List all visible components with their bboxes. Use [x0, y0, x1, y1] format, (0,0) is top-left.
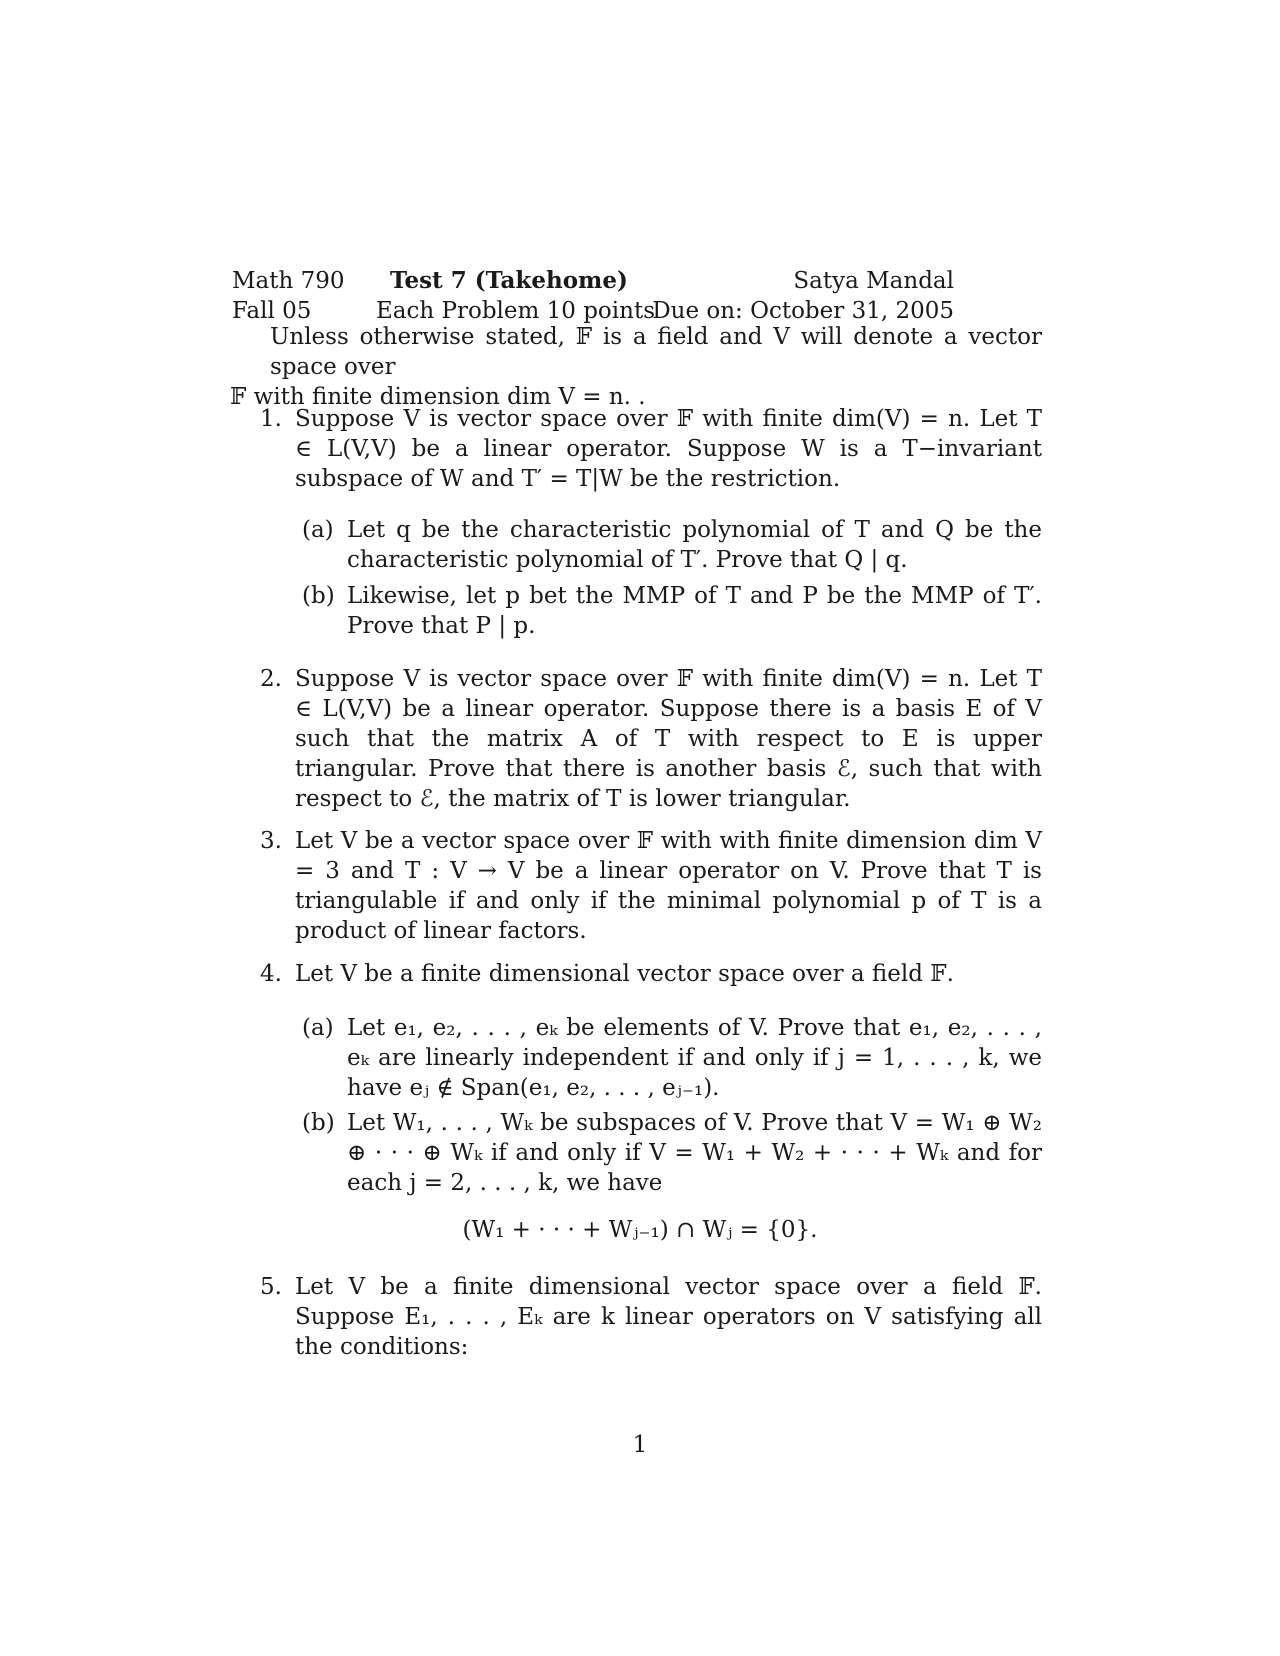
problem-3	[260, 826, 1042, 946]
problem-number: 4.	[260, 961, 282, 987]
part-text: Let q be the characteristic polynomial of T and Q be the characteristic polynomial of T′. Prove that Q | q.	[347, 517, 1042, 573]
problem-2	[260, 664, 1042, 814]
problem-number: 5.	[260, 1274, 282, 1300]
problem-4b	[302, 1108, 1042, 1198]
test-title: Test 7 (Takehome)	[390, 267, 628, 294]
problem-1	[260, 404, 1042, 494]
part-text: Let e₁, e₂, . . . , eₖ be elements of V. Prove that e₁, e₂, . . . , eₖ are linearly independent if and only if j = 1, . . . , k, we have eⱼ ∉ Span(e₁, e₂, . . . , eⱼ₋₁).	[347, 1015, 1042, 1101]
course-label: Math 790	[232, 268, 345, 294]
problem-text: Suppose V is vector space over 𝔽 with finite dim(V) = n. Let T ∈ L(V,V) be a linear operator. Suppose there is a basis E of V such that the matrix A of T with respect to E is upper triangular. Prove that there is another basis ℰ, such that with respect to ℰ, the matrix of T is lower triangular.	[295, 666, 1042, 812]
page-number: 1	[632, 1432, 648, 1458]
problem-5	[260, 1272, 1042, 1362]
problem-4a	[302, 1013, 1042, 1103]
problem-text: Let V be a vector space over 𝔽 with with finite dimension dim V = 3 and T : V → V be a linear operator on V. Prove that T is triangulable if and only if the minimal polynomial p of T is a product of linear factors.	[295, 828, 1042, 944]
problem-number: 3.	[260, 828, 282, 854]
author-name: Satya Mandal	[793, 268, 954, 294]
part-text: Likewise, let p bet the MMP of T and P be the MMP of T′. Prove that P | p.	[347, 583, 1042, 639]
problem-1a	[302, 515, 1042, 575]
part-label: (b)	[302, 1110, 335, 1136]
part-label: (a)	[302, 1015, 334, 1041]
intro-paragraph	[230, 322, 1042, 412]
problem-text: Let V be a finite dimensional vector space over a field 𝔽.	[295, 961, 954, 987]
part-label: (a)	[302, 517, 334, 543]
due-date: Due on: October 31, 2005	[652, 298, 954, 324]
intro-line-1: Unless otherwise stated, 𝔽 is a field and V will denote a vector space over	[270, 324, 1042, 380]
problem-number: 1.	[260, 406, 282, 432]
points-label: Each Problem 10 points	[376, 298, 655, 324]
display-equation: (W₁ + · · · + Wⱼ₋₁) ∩ Wⱼ = {0}.	[462, 1217, 818, 1243]
part-text: Let W₁, . . . , Wₖ be subspaces of V. Prove that V = W₁ ⊕ W₂ ⊕ · · · ⊕ Wₖ if and only if V = W₁ + W₂ + · · · + Wₖ and for each j = 2, . . . , k, we have	[347, 1110, 1042, 1196]
problem-4	[260, 959, 1042, 989]
problem-text: Suppose V is vector space over 𝔽 with finite dim(V) = n. Let T ∈ L(V,V) be a linear operator. Suppose W is a T−invariant subspace of W and T′ = T|W be the restriction.	[295, 406, 1042, 492]
intro-line-2: 𝔽 with finite dimension dim V = n. .	[230, 384, 646, 410]
problem-1b	[302, 581, 1042, 641]
problem-text: Let V be a finite dimensional vector space over a field 𝔽. Suppose E₁, . . . , Eₖ are k linear operators on V satisfying all the conditions:	[295, 1274, 1042, 1360]
part-label: (b)	[302, 583, 335, 609]
term-label: Fall 05	[232, 298, 312, 324]
problem-number: 2.	[260, 666, 282, 692]
